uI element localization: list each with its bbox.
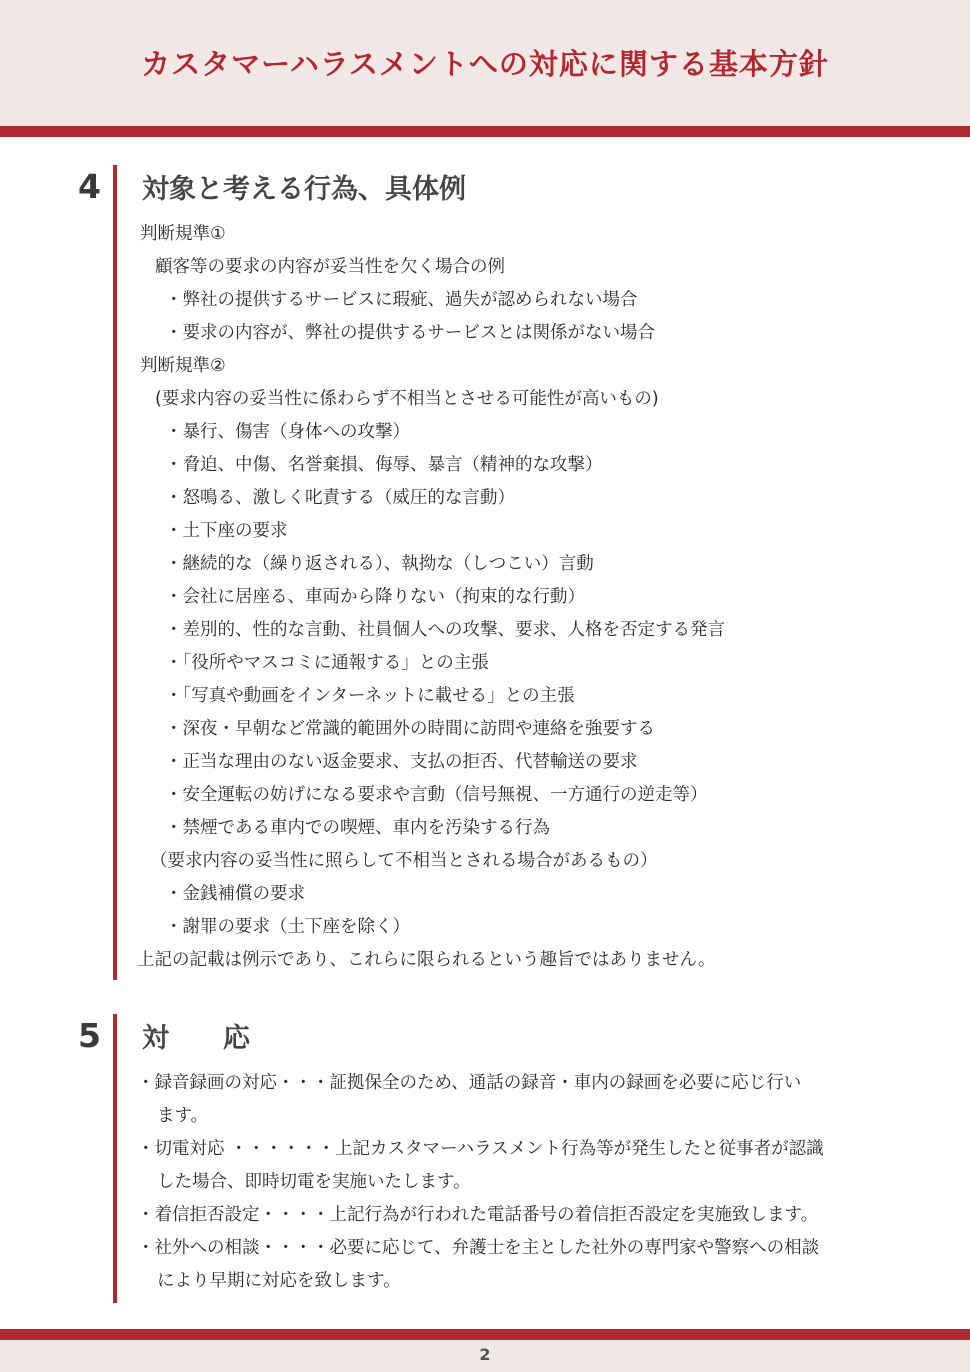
list-item: ・脅迫、中傷、名誉棄損、侮辱、暴言（精神的な攻撃） [165, 455, 603, 475]
group-1-title: (要求内容の妥当性に係わらず不相当とさせる可能性が高いもの) [155, 389, 659, 409]
criteria-1-description: 顧客等の要求の内容が妥当性を欠く場合の例 [155, 257, 505, 277]
response-item: ・録音録画の対応・・・証拠保全のため、通話の録音・車内の録画を必要に応じ行い [137, 1073, 802, 1093]
footer-divider [0, 1329, 970, 1340]
header-divider [0, 126, 970, 137]
page-header [0, 0, 970, 126]
list-item: ・暴行、傷害（身体への攻撃） [165, 422, 410, 442]
section-4-heading: 対象と考える行為、具体例 [142, 174, 466, 205]
response-item-continued: した場合、即時切電を実施いたします。 [157, 1172, 471, 1192]
section-5-number: 5 [78, 1016, 101, 1055]
list-item: ・謝罪の要求（土下座を除く） [165, 917, 410, 937]
list-item: ・要求の内容が、弊社の提供するサービスとは関係がない場合 [165, 323, 655, 343]
group-2-title: （要求内容の妥当性に照らして不相当とされる場合があるもの） [150, 851, 658, 871]
page-number: 2 [479, 1345, 491, 1364]
section-4-number: 4 [78, 167, 101, 206]
section-4-note: 上記の記載は例示であり、これらに限られるという趣旨ではありません。 [137, 950, 716, 970]
list-item: ・「写真や動画をインターネットに載せる」との主張 [165, 686, 575, 706]
response-item: ・社外への相談・・・・必要に応じて、弁護士を主とした社外の専門家や警察への相談 [137, 1238, 820, 1258]
criteria-1-label: 判断規準① [140, 224, 226, 244]
list-item: ・禁煙である車内での喫煙、車内を汚染する行為 [165, 818, 550, 838]
list-item: ・「役所やマスコミに通報する」との主張 [165, 653, 489, 673]
page-title: カスタマーハラスメントへの対応に関する基本方針 [141, 47, 829, 81]
page-footer [0, 1340, 970, 1372]
list-item: ・土下座の要求 [165, 521, 288, 541]
section-5-rule [113, 1014, 117, 1303]
section-5-heading: 対 応 [142, 1023, 250, 1054]
list-item: ・深夜・早朝など常識的範囲外の時間に訪問や連絡を強要する [165, 719, 655, 739]
response-item: ・着信拒否設定・・・・上記行為が行われた電話番号の着信拒否設定を実施致します。 [137, 1205, 819, 1225]
list-item: ・会社に居座る、車両から降りない（拘束的な行動） [165, 587, 585, 607]
list-item: ・怒鳴る、激しく叱責する（威圧的な言動） [165, 488, 515, 508]
list-item: ・弊社の提供するサービスに瑕疵、過失が認められない場合 [165, 290, 638, 310]
list-item: ・正当な理由のない返金要求、支払の拒否、代替輸送の要求 [165, 752, 638, 772]
criteria-2-label: 判断規準② [140, 356, 226, 376]
list-item: ・継続的な（繰り返される）、執拗な（しつこい）言動 [165, 554, 594, 574]
list-item: ・金銭補償の要求 [165, 884, 305, 904]
response-item-continued: ます。 [157, 1106, 209, 1126]
list-item: ・安全運転の妨げになる要求や言動（信号無視、一方通行の逆走等） [165, 785, 708, 805]
list-item: ・差別的、性的な言動、社員個人への攻撃、要求、人格を否定する発言 [165, 620, 725, 640]
response-item-continued: により早期に対応を致します。 [157, 1271, 401, 1291]
response-item: ・切電対応 ・・・・・・上記カスタマーハラスメント行為等が発生したと従事者が認識 [137, 1139, 824, 1159]
section-4-rule [113, 165, 117, 980]
